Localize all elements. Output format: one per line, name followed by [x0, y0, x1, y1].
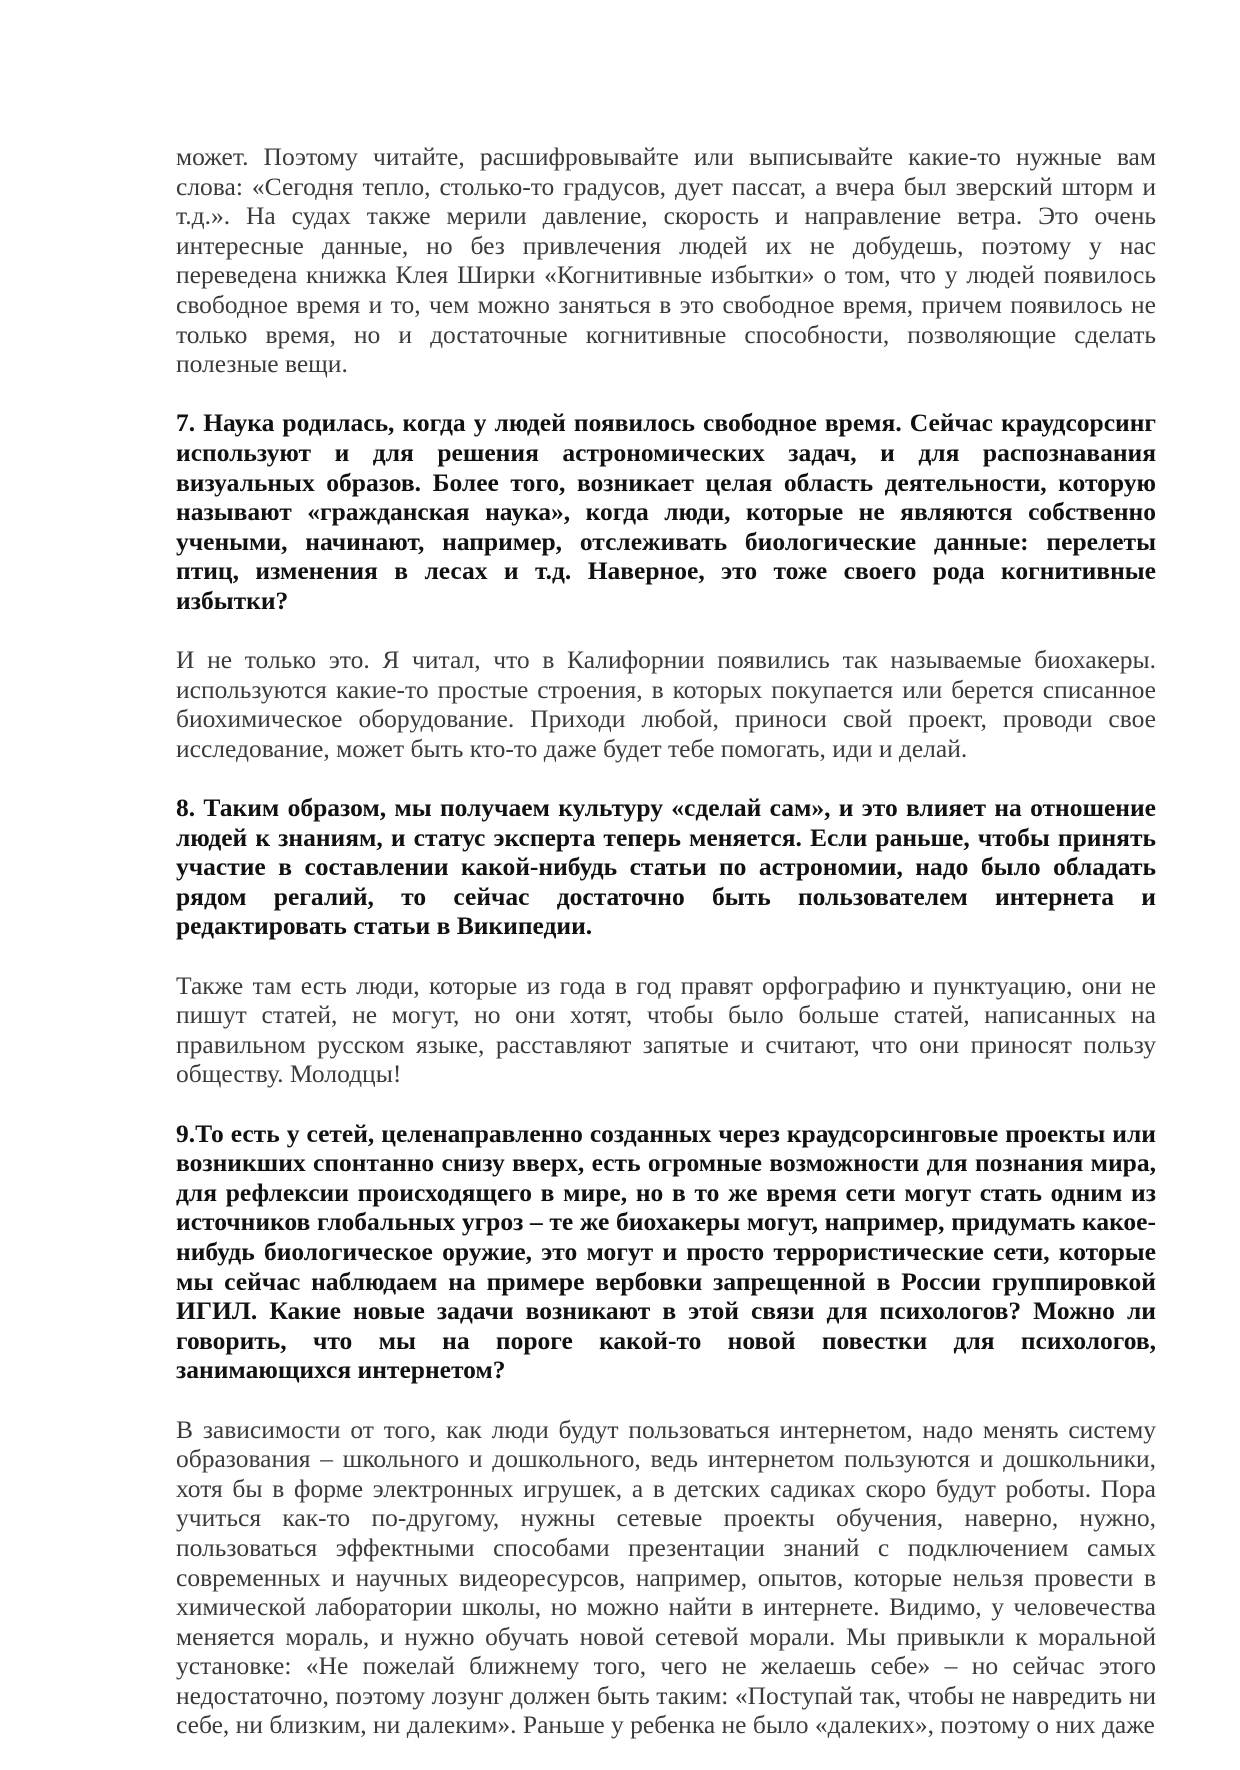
question-7: 7. Наука родилась, когда у людей появилось свободное время. Сейчас краудсорсинг используют и для решения астрономических задач, и для распознавания визуальных образов. Более того, возникает целая область деятельности, которую называют «гражданская наука», когда люди, которые не являются собственно учеными, начинают, например, отслеживать биологические данные: перелеты птиц, изменения в лесах и т.д. Наверное, это тоже своего рода когнитивные избытки?: [176, 408, 1156, 615]
question-8: 8. Таким образом, мы получаем культуру «сделай сам», и это влияет на отношение людей к знаниям, и статус эксперта теперь меняется. Если раньше, чтобы принять участие в составлении какой-нибудь статьи по астрономии, надо было обладать рядом регалий, то сейчас достаточно быть пользователем интернета и редактировать статьи в Википедии.: [176, 793, 1156, 941]
question-9: 9.То есть у сетей, целенаправленно созданных через краудсорсинговые проекты или возникших спонтанно снизу вверх, есть огромные возможности для познания мира, для рефлексии происходящего в мире, но в то же время сети могут стать одним из источников глобальных угроз – те же биохакеры могут, например, придумать какое-нибудь биологическое оружие, это могут и просто террористические сети, которые мы сейчас наблюдаем на примере вербовки запрещенной в России группировкой ИГИЛ. Какие новые задачи возникают в этой связи для психологов? Можно ли говорить, что мы на пороге какой-то новой повестки для психологов, занимающихся интернетом?: [176, 1118, 1156, 1385]
answer-paragraph-9: В зависимости от того, как люди будут пользоваться интернетом, надо менять систему образования – школьного и дошкольного, ведь интернетом пользуются и дошкольники, хотя бы в форме электронных игрушек, а в детских садиках скоро будут роботы. Пора учиться как-то по-другому, нужны сетевые проекты обучения, наверно, нужно, пользоваться эффектными способами презентации знаний с подключением самых современных и научных видеоресурсов, например, опытов, которые нельзя провести в химической лаборатории школы, но можно найти в интернете. Видимо, у человечества меняется мораль, и нужно обучать новой сетевой морали. Мы привыкли к моральной установке: «Не пожелай ближнему того, чего не желаешь себе» – но сейчас этого недостаточно, поэтому лозунг должен быть таким: «Поступай так, чтобы не навредить ни себе, ни близким, ни далеким». Раньше у ребенка не было «далеких», поэтому о них даже: [176, 1414, 1156, 1740]
answer-paragraph-7: И не только это. Я читал, что в Калифорнии появились так называемые биохакеры. используются какие-то простые строения, в которых покупается или берется списанное биохимическое оборудование. Приходи любой, приноси свой проект, проводи свое исследование, может быть кто-то даже будет тебе помогать, иди и делай.: [176, 645, 1156, 763]
document-body: [176, 142, 1156, 1770]
answer-paragraph-1: может. Поэтому читайте, расшифровывайте или выписывайте какие-то нужные вам слова: «Сегодня тепло, столько-то градусов, дует пассат, а вчера был зверский шторм и т.д.». На судах также мерили давление, скорость и направление ветра. Это очень интересные данные, но без привлечения людей их не добудешь, поэтому у нас переведена книжка Клея Ширки «Когнитивные избытки» о том, что у людей появилось свободное время и то, чем можно заняться в это свободное время, причем появилось не только время, но и достаточные когнитивные способности, позволяющие сделать полезные вещи.: [176, 142, 1156, 379]
answer-paragraph-8: Также там есть люди, которые из года в год правят орфографию и пунктуацию, они не пишут статей, не могут, но они хотят, чтобы было больше статей, написанных на правильном русском языке, расставляют запятые и считают, что они приносят пользу обществу. Молодцы!: [176, 970, 1156, 1089]
